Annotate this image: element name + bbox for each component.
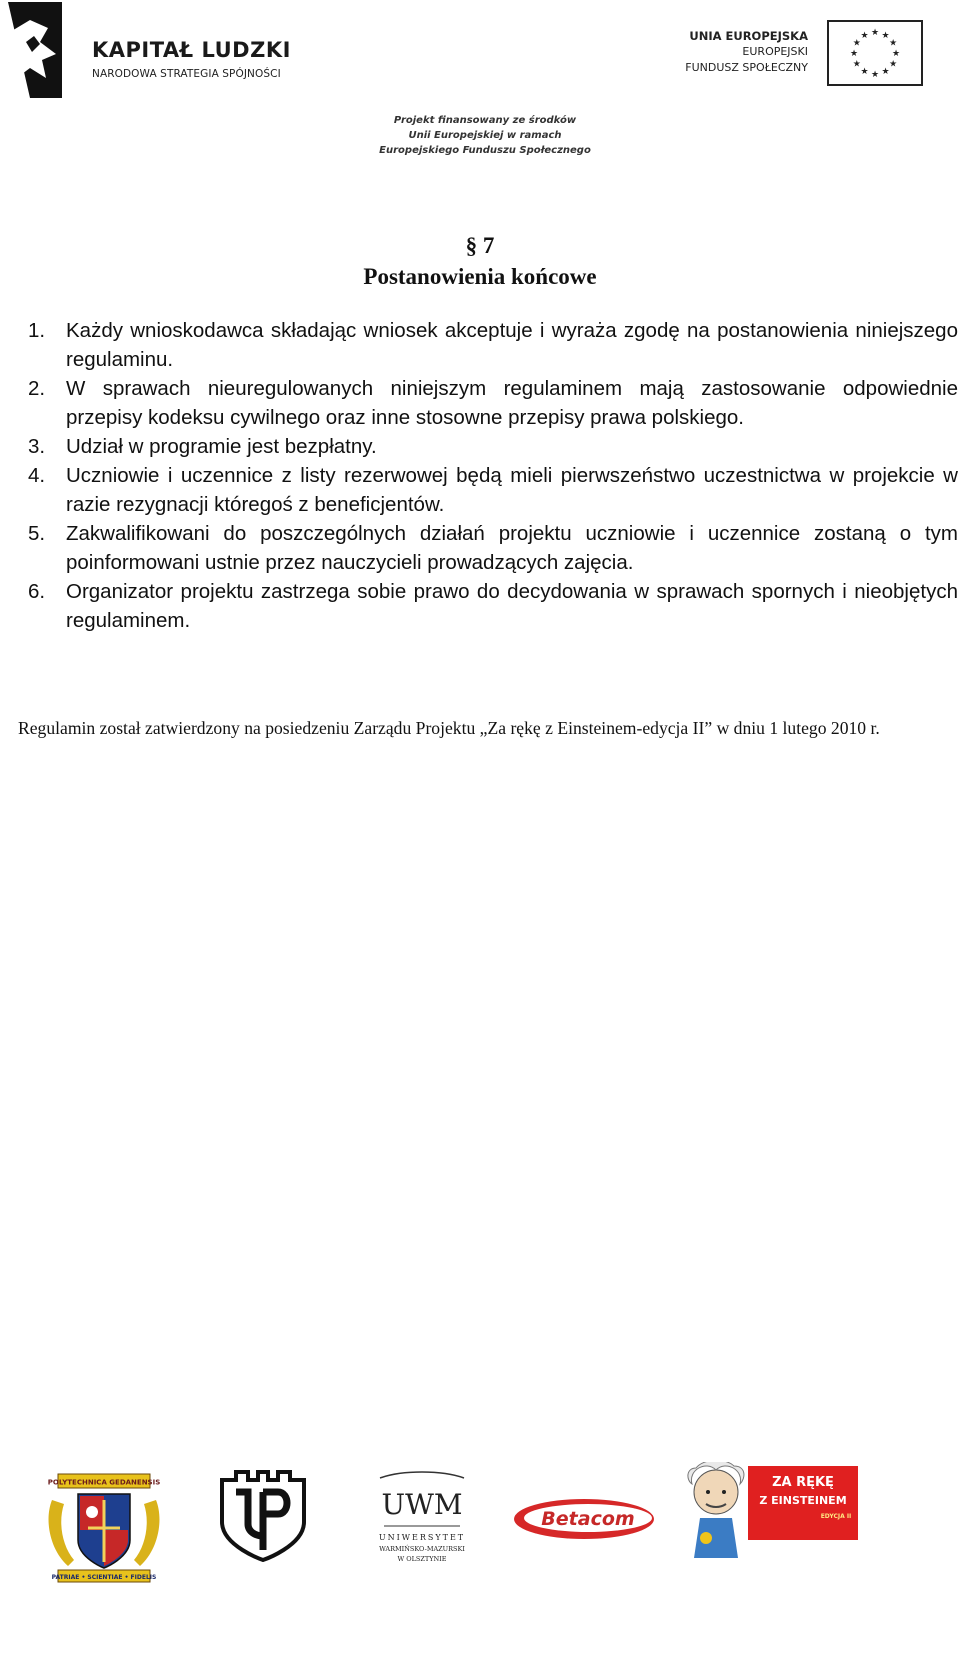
final-provisions-list xyxy=(28,316,958,635)
list-item-text: Udział w programie jest bezpłatny. xyxy=(66,435,377,458)
list-item xyxy=(28,519,958,577)
kapital-ludzki-emblem-icon xyxy=(0,2,80,100)
kapital-ludzki-subtitle: NARODOWA STRATEGIA SPÓJNOŚCI xyxy=(92,68,281,80)
betacom-wordmark: Betacom xyxy=(541,1508,635,1530)
eu-star-icon: ★ xyxy=(889,37,898,48)
eu-star-icon: ★ xyxy=(889,58,898,69)
eu-flag-icon xyxy=(827,20,923,86)
eu-star-icon: ★ xyxy=(881,66,890,77)
eu-logo-text xyxy=(685,28,808,76)
list-item-text: W sprawach nieuregulowanych niniejszym regulaminem mają zastosowanie odpowiednie przepisy kodeksu cywilnego oraz inne stosowne przepisy prawa polskiego. xyxy=(66,377,958,429)
eu-logo xyxy=(660,20,920,90)
pg-motto-text: PATRIAE • SCIENTIAE • FIDELIS xyxy=(51,1574,157,1581)
utp-shield-icon xyxy=(218,1470,308,1562)
list-item xyxy=(28,374,958,432)
kapital-ludzki-title: KAPITAŁ LUDZKI xyxy=(92,38,291,62)
list-item-number: 5. xyxy=(28,522,46,545)
pg-banner-text: POLYTECHNICA GEDANENSIS xyxy=(47,1478,161,1487)
eu-star-icon: ★ xyxy=(852,58,861,69)
kapital-ludzki-logo xyxy=(0,2,320,102)
betacom-swoosh-icon xyxy=(512,1494,656,1544)
uwm-emblem-icon xyxy=(372,1468,472,1568)
section-number: § 7 xyxy=(465,233,495,258)
einstein-logo-icon xyxy=(686,1462,862,1562)
funding-note-line3: Europejskiego Funduszu Społecznego xyxy=(379,145,591,156)
eu-star-icon: ★ xyxy=(852,37,861,48)
list-item xyxy=(28,461,958,519)
eu-star-icon: ★ xyxy=(860,29,869,40)
politechnika-gdanska-logo xyxy=(44,1470,164,1590)
list-item-number: 1. xyxy=(28,319,46,342)
eu-logo-line1: UNIA EUROPEJSKA xyxy=(689,29,808,43)
utp-logo xyxy=(218,1470,308,1562)
uwm-line1: UNIWERSYTET xyxy=(378,1533,466,1542)
einstein-edition: EDYCJA II xyxy=(820,1513,852,1520)
eu-logo-line2: EUROPEJSKI xyxy=(742,45,808,58)
eu-star-icon: ★ xyxy=(881,29,890,40)
betacom-logo xyxy=(512,1494,656,1544)
funding-note-line2: Unii Europejskiej w ramach xyxy=(408,130,562,141)
uwm-mark: UWM xyxy=(381,1488,463,1521)
list-item-text: Każdy wnioskodawca składając wniosek akceptuje i wyraża zgodę na postanowienia niniejszego regulaminu. xyxy=(66,319,958,371)
list-item-text: Uczniowie i uczennice z listy rezerwowej będą mieli pierwszeństwo uczestnictwa w projekcie w razie rezygnacji któregoś z beneficjentów. xyxy=(66,464,958,516)
uwm-line2: WARMIŃSKO-MAZURSKI xyxy=(379,1545,465,1553)
uwm-line3: W OLSZTYNIE xyxy=(397,1555,447,1563)
utp-label: UTP xyxy=(262,1530,264,1531)
eu-star-icon: ★ xyxy=(870,69,880,79)
list-item-text: Organizator projektu zastrzega sobie prawo do decydowania w sprawach spornych i nieobjętych regulaminem. xyxy=(66,580,958,632)
pg-crest-icon xyxy=(44,1470,164,1590)
za-reke-z-einsteinem-logo xyxy=(686,1462,862,1562)
section-title: Postanowienia końcowe xyxy=(363,264,597,289)
eu-star-icon: ★ xyxy=(870,27,880,37)
eu-star-icon: ★ xyxy=(849,48,859,58)
eu-star-icon: ★ xyxy=(891,48,901,58)
einstein-line2: Z EINSTEINEM xyxy=(759,1494,847,1507)
list-item-number: 4. xyxy=(28,464,46,487)
eu-logo-line3: FUNDUSZ SPOŁECZNY xyxy=(685,61,808,74)
funding-note xyxy=(365,113,605,158)
uwm-logo xyxy=(372,1468,472,1568)
list-item-number: 2. xyxy=(28,377,46,400)
list-item xyxy=(28,316,958,374)
list-item xyxy=(28,432,958,461)
list-item-text: Zakwalifikowani do poszczególnych działań projektu uczniowie i uczennice zostaną o tym poinformowani ustnie przez nauczycieli prowadzących zajęcia. xyxy=(66,522,958,574)
list-item-number: 6. xyxy=(28,580,46,603)
approval-note: Regulamin został zatwierdzony na posiedzeniu Zarządu Projektu „Za rękę z Einsteinem-edycja II” w dniu 1 lutego 2010 r. xyxy=(18,718,880,738)
eu-star-icon: ★ xyxy=(860,66,869,77)
funding-note-line1: Projekt finansowany ze środków xyxy=(393,115,577,126)
einstein-line1: ZA RĘKĘ xyxy=(772,1475,834,1490)
list-item-number: 3. xyxy=(28,435,46,458)
list-item xyxy=(28,577,958,635)
